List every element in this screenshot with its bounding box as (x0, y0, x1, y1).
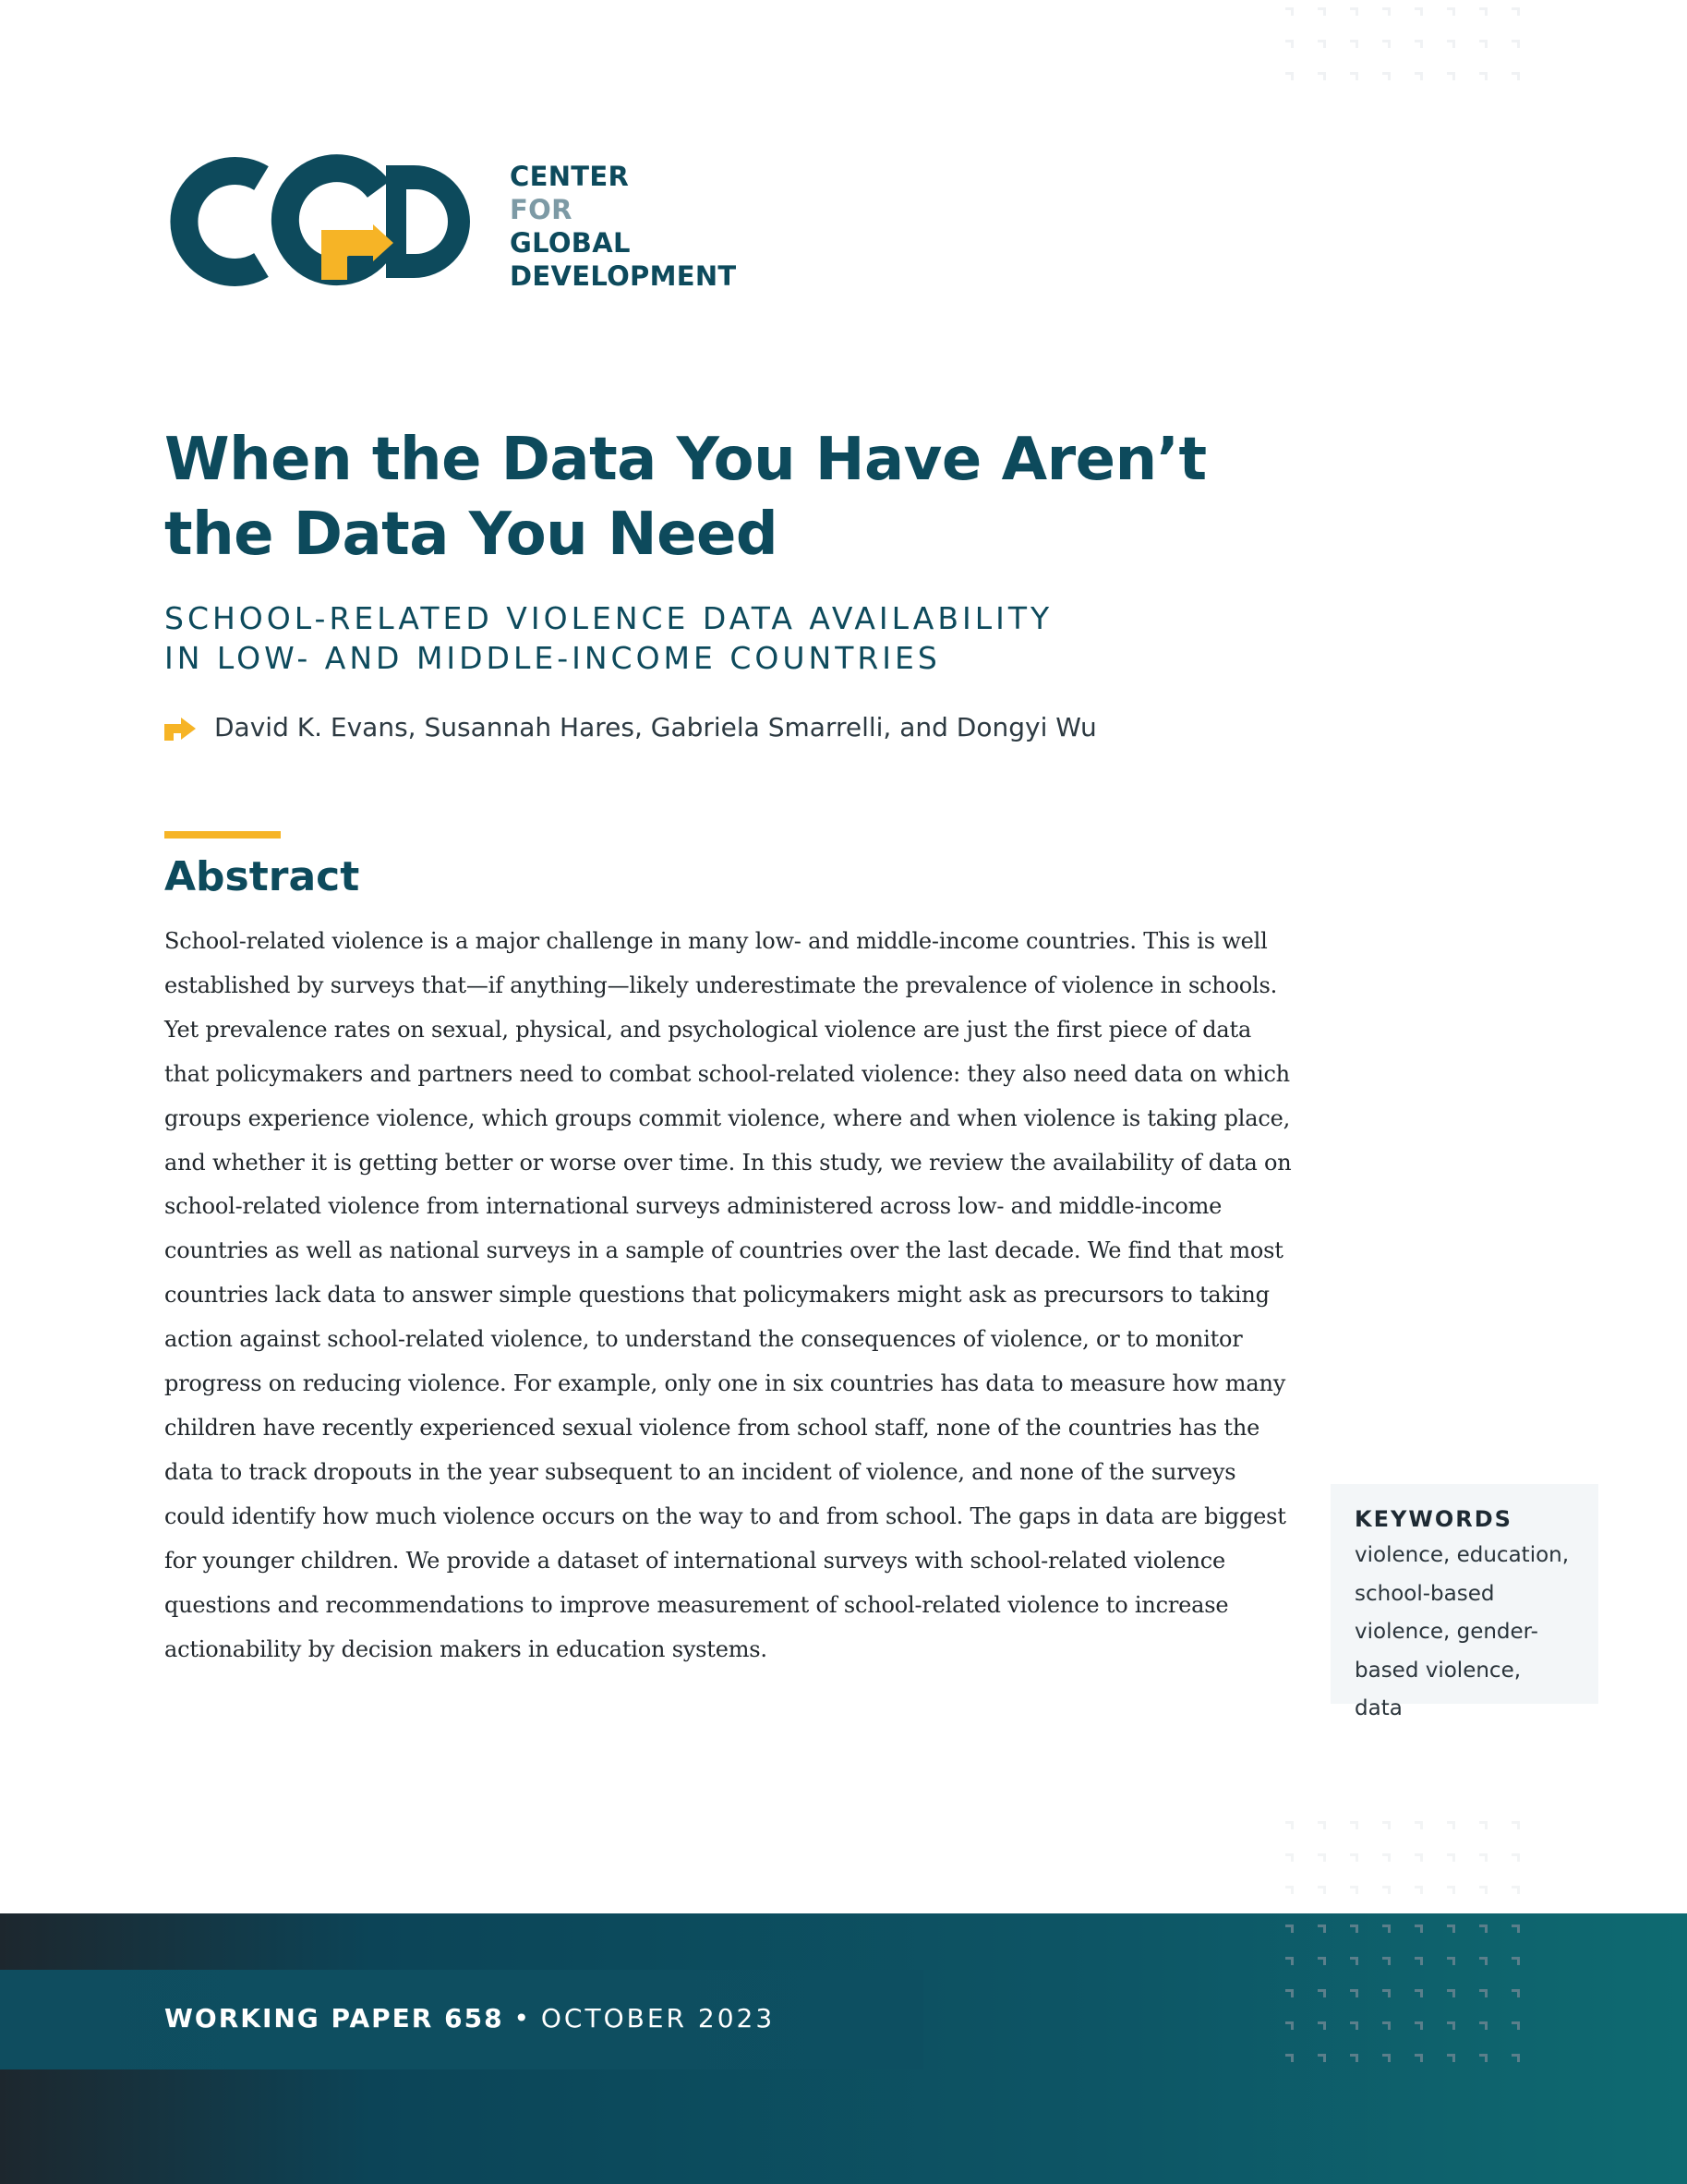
abstract-line: established by surveys that—if anything—likely underestimate the prevalence of violence in schools. (164, 971, 1278, 998)
abstract-line: groups experience violence, which groups commit violence, where and when violence is taking place, (164, 1104, 1291, 1131)
abstract-line: Yet prevalence rates on sexual, physical, and psychological violence are just the first piece of data (164, 1016, 1252, 1043)
abstract-line: questions and recommendations to improve measurement of school-related violence to increase (164, 1591, 1229, 1618)
logo-wordmark-line: GLOBAL (510, 227, 631, 259)
logo-wordmark (510, 160, 737, 293)
abstract-line: school-related violence from international surveys administered across low- and middle-income (164, 1193, 1223, 1220)
author-names: David K. Evans, Susannah Hares, Gabriela Smarrelli, and Dongyi Wu (214, 711, 1097, 742)
logo-wordmark-line: FOR (510, 194, 572, 225)
author-line (164, 708, 1097, 745)
cgd-logo (164, 152, 737, 300)
decorative-dot-grid-top (1285, 7, 1544, 104)
keywords-box (1331, 1484, 1598, 1720)
abstract-accent-rule (164, 831, 281, 839)
cgd-logo-icon (164, 152, 478, 291)
paper-subtitle-line: SCHOOL-RELATED VIOLENCE DATA AVAILABILITY (164, 600, 1054, 636)
keywords-line: school-based (1355, 1581, 1495, 1606)
publication-date: OCTOBER 2023 (540, 2003, 776, 2033)
paper-title-line: When the Data You Have Aren’t (164, 426, 1207, 494)
abstract-line: School-related violence is a major challenge in many low- and middle-income countries. This is well (164, 928, 1268, 954)
abstract-line: countries lack data to answer simple questions that policymakers might ask as precursors to taking (164, 1282, 1270, 1309)
keywords-line: violence, education, (1355, 1543, 1570, 1567)
logo-wordmark-line: DEVELOPMENT (510, 260, 737, 292)
abstract-line: for younger children. We provide a dataset of international surveys with school-related violence (164, 1547, 1225, 1574)
footer-publication-info (164, 2003, 775, 2033)
abstract-body (164, 920, 1309, 1671)
abstract-line: could identify how much violence occurs on the way to and from school. The gaps in data are biggest (164, 1502, 1286, 1529)
keywords-title: KEYWORDS (1355, 1506, 1512, 1532)
footer-banner (0, 1913, 1687, 2184)
abstract-line: actionability by decision makers in education systems. (164, 1635, 767, 1662)
footer-separator: • (513, 2003, 531, 2033)
decorative-dot-grid-footer (1285, 1925, 1544, 2086)
abstract-line: that policymakers and partners need to combat school-related violence: they also need data on which (164, 1060, 1290, 1087)
paper-title (164, 423, 1254, 573)
abstract-line: data to track dropouts in the year subsequent to an incident of violence, and none of the surveys (164, 1458, 1236, 1485)
paper-subtitle-line: IN LOW- AND MIDDLE-INCOME COUNTRIES (164, 640, 941, 676)
abstract-line: children have recently experienced sexual violence from school staff, none of the countries has the (164, 1414, 1260, 1441)
paper-title-line: the Data You Need (164, 501, 778, 569)
abstract-line: countries as well as national surveys in a sample of countries over the last decade. We find that most (164, 1237, 1283, 1264)
paper-subtitle (164, 598, 1272, 678)
abstract-heading: Abstract (164, 853, 360, 900)
abstract-line: action against school-related violence, to understand the consequences of violence, or to monitor (164, 1326, 1243, 1353)
decorative-dot-grid-middle (1285, 1821, 1544, 1918)
author-arrow-icon (164, 713, 196, 741)
abstract-line: and whether it is getting better or worse over time. In this study, we review the availability of data on (164, 1149, 1292, 1176)
keywords-list (1355, 1537, 1574, 1729)
working-paper-number: WORKING PAPER 658 (164, 2003, 504, 2033)
logo-wordmark-line: CENTER (510, 161, 630, 192)
keywords-line: based violence, data (1355, 1658, 1522, 1720)
abstract-line: progress on reducing violence. For example, only one in six countries has data to measure how many (164, 1370, 1286, 1397)
keywords-line: violence, gender- (1355, 1620, 1538, 1644)
